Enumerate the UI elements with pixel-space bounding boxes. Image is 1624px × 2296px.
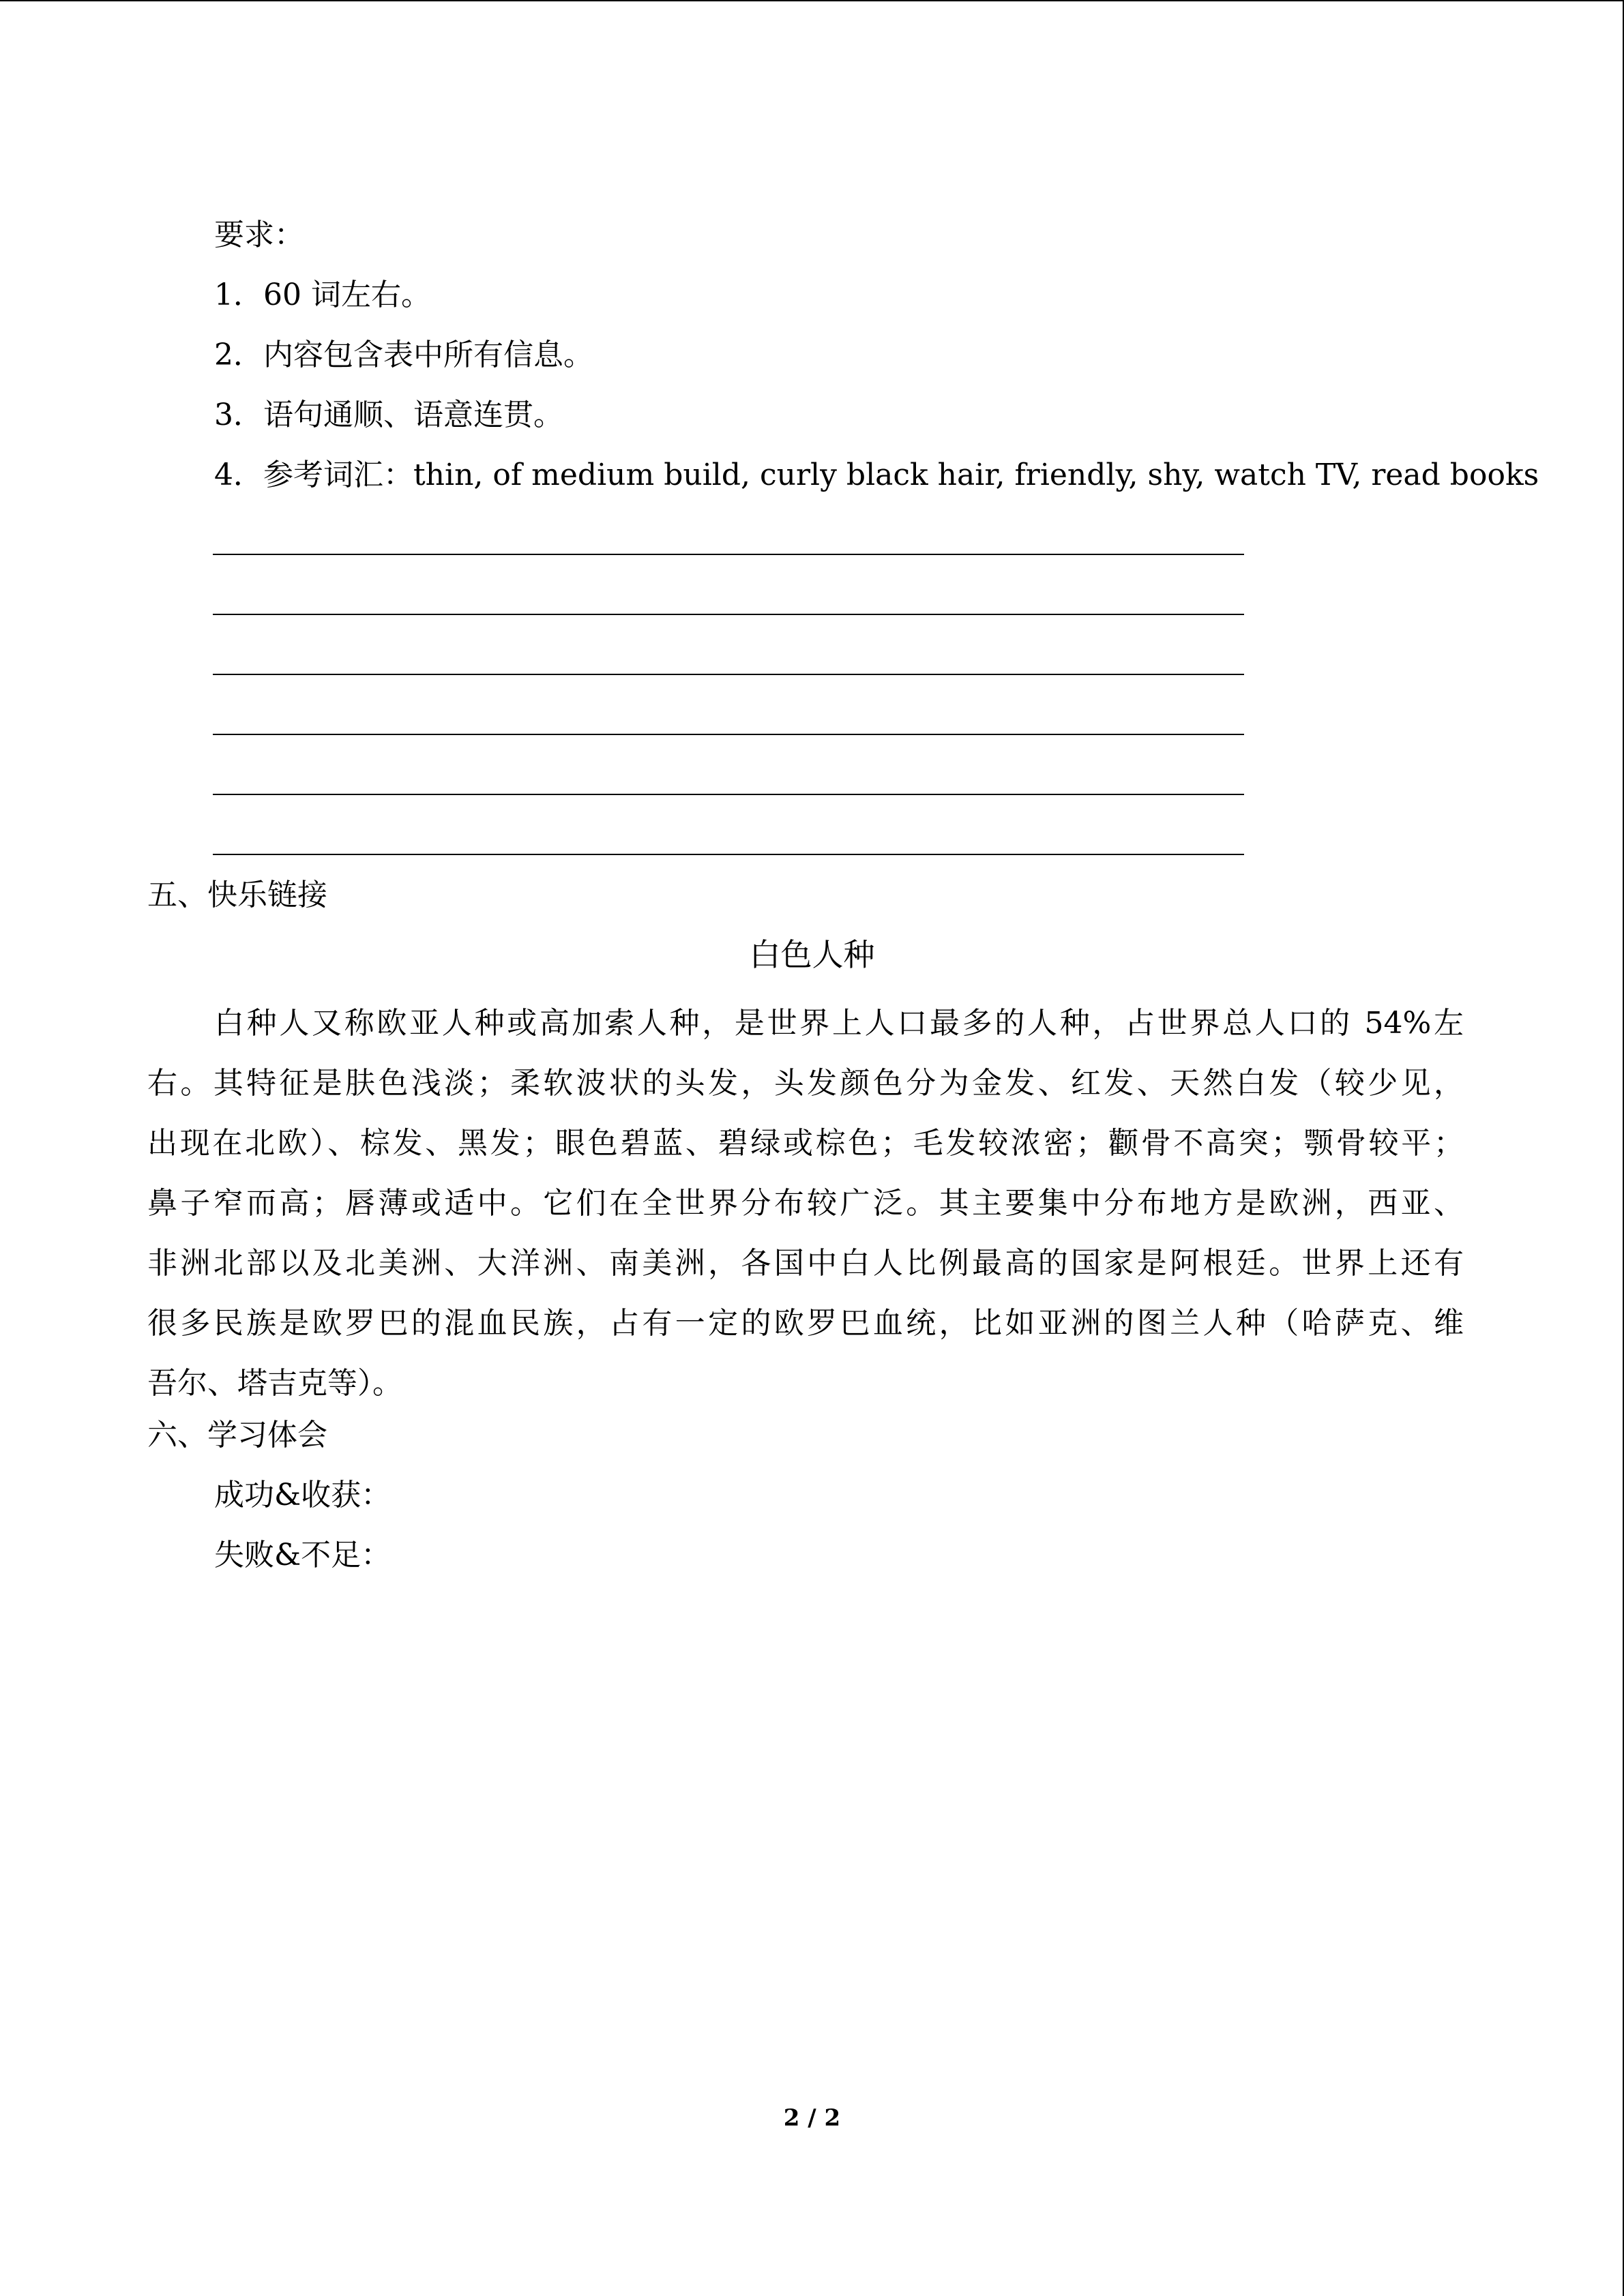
requirement-item-2: 2．内容包含表中所有信息。: [214, 338, 593, 372]
success-label: 成功&收获：: [214, 1478, 392, 1512]
answer-line[interactable]: [213, 674, 1244, 675]
answer-line[interactable]: [213, 554, 1244, 555]
page-number: 2 / 2: [783, 2104, 841, 2132]
paragraph-line: 吾尔、塔吉克等）。: [147, 1366, 402, 1401]
section-6-heading: 六、学习体会: [147, 1418, 327, 1452]
answer-line[interactable]: [213, 734, 1244, 735]
paragraph-line: 白种人又称欧亚人种或高加索人种，是世界上人口最多的人种，占世界总人口的 54%左: [214, 1006, 1464, 1041]
answer-line[interactable]: [213, 794, 1244, 795]
requirement-item-3: 3．语句通顺、语意连贯。: [214, 398, 563, 432]
paragraph-line: 右。其特征是肤色浅淡；柔软波状的头发，头发颜色分为金发、红发、天然白发（较少见，: [147, 1066, 1464, 1101]
page-top-border: [0, 0, 1624, 1]
paragraph-line: 出现在北欧）、棕发、黑发；眼色碧蓝、碧绿或棕色；毛发较浓密；颧骨不高突；颚骨较平；: [147, 1126, 1464, 1161]
section-5-heading: 五、快乐链接: [147, 878, 327, 912]
paragraph-line: 非洲北部以及北美洲、大洋洲、南美洲，各国中白人比例最高的国家是阿根廷。世界上还有: [147, 1246, 1464, 1281]
article-title: 白色人种: [749, 936, 875, 973]
requirement-item-4: 4．参考词汇：thin, of medium build, curly black hair, friendly, shy, watch TV, read books: [214, 458, 1539, 492]
paragraph-line: 很多民族是欧罗巴的混血民族，占有一定的欧罗巴血统，比如亚洲的图兰人种（哈萨克、维: [147, 1306, 1464, 1341]
paragraph-line: 鼻子窄而高；唇薄或适中。它们在全世界分布较广泛。其主要集中分布地方是欧洲，西亚、: [147, 1186, 1464, 1221]
article-paragraph: [147, 994, 1464, 1414]
requirements-label: 要求：: [214, 218, 304, 252]
answer-line[interactable]: [213, 614, 1244, 615]
requirement-item-1: 1．60 词左右。: [214, 278, 431, 312]
failure-label: 失败&不足：: [214, 1538, 392, 1572]
answer-line[interactable]: [213, 854, 1244, 855]
